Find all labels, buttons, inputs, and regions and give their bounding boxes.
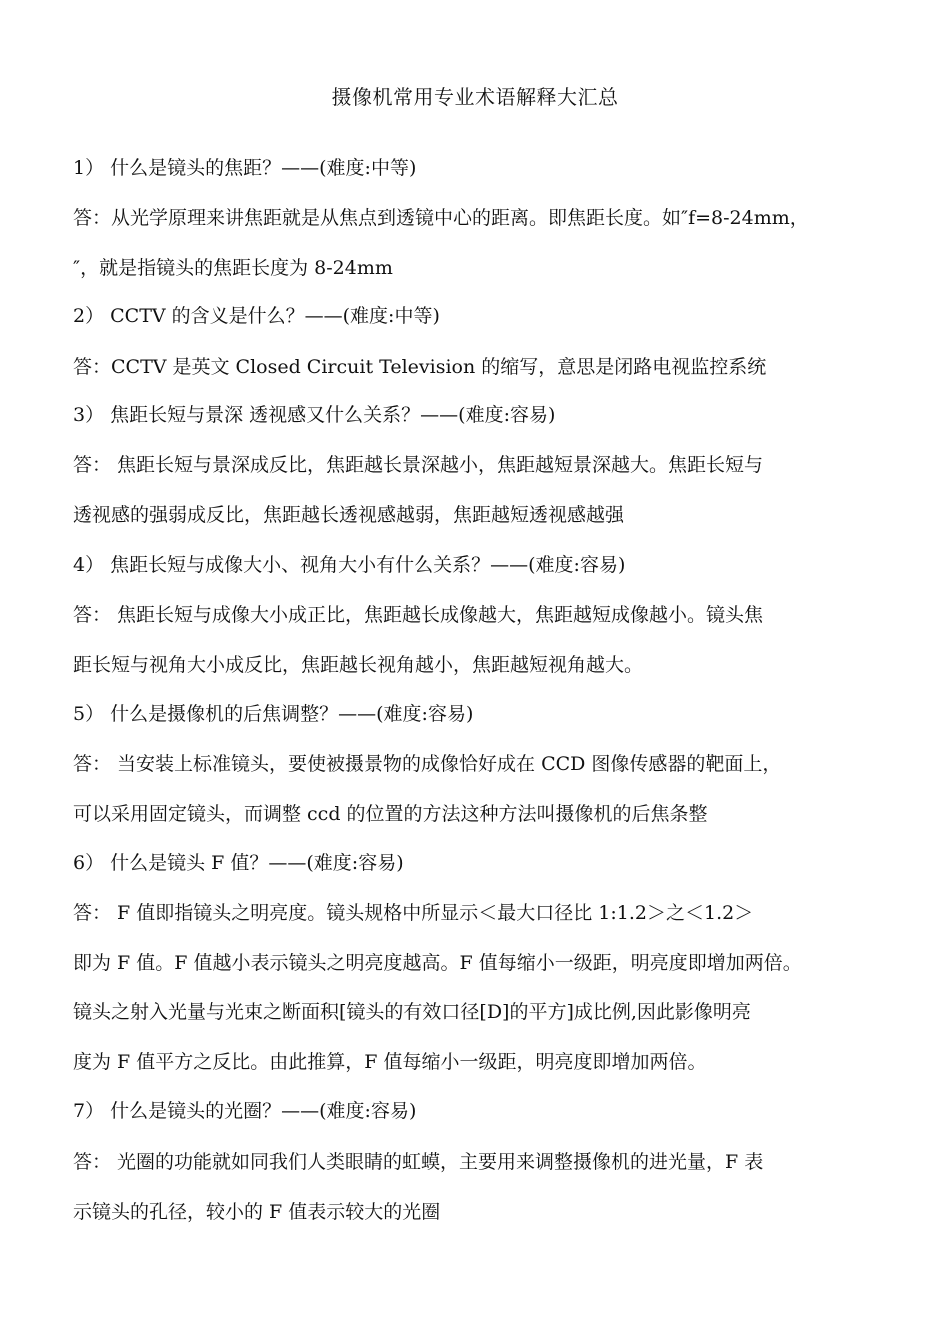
answer-line: 答： F 值即指镜头之明亮度。镜头规格中所显示＜最大口径比 1:1.2＞之＜1.2＞ [73, 902, 754, 924]
answer-line: 可以采用固定镜头，而调整 ccd 的位置的方法这种方法叫摄像机的后焦条整 [73, 803, 708, 825]
answer-line: 答： 当安装上标准镜头，要使被摄景物的成像恰好成在 CCD 图像传感器的靶面上， [73, 753, 782, 775]
answer-line: 度为 F 值平方之反比。由此推算，F 值每缩小一级距，明亮度即增加两倍。 [73, 1051, 707, 1073]
answer-line: 距长短与视角大小成反比，焦距越长视角越小，焦距越短视角越大。 [73, 654, 644, 676]
answer-line: 即为 F 值。F 值越小表示镜头之明亮度越高。F 值每缩小一级距，明亮度即增加两倍。 [73, 952, 802, 974]
answer-line: 答： 光圈的功能就如同我们人类眼睛的虹蟆，主要用来调整摄像机的进光量，F 表 [73, 1151, 764, 1173]
answer-line: 答：从光学原理来讲焦距就是从焦点到透镜中心的距离。即焦距长度。如″f=8-24mm， [73, 207, 809, 229]
answer-line: 答：CCTV 是英文 Closed Circuit Television 的缩写，意思是闭路电视监控系统 [73, 356, 767, 378]
question-line: 4） 焦距长短与成像大小、视角大小有什么关系？——(难度:容易) [73, 554, 626, 576]
question-line: 5） 什么是摄像机的后焦调整？——(难度:容易) [73, 703, 474, 725]
document-body [73, 150, 879, 1244]
question-line: 2） CCTV 的含义是什么？——(难度:中等) [73, 305, 440, 327]
question-line: 6） 什么是镜头 F 值？——(难度:容易) [73, 852, 404, 874]
document-title: 摄像机常用专业术语解释大汇总 [331, 85, 619, 109]
question-line: 3） 焦距长短与景深 透视感又什么关系？——(难度:容易) [73, 404, 556, 426]
answer-line: ″，就是指镜头的焦距长度为 8-24mm [73, 257, 393, 279]
answer-line: 答： 焦距长短与景深成反比，焦距越长景深越小，焦距越短景深越大。焦距长短与 [73, 454, 764, 476]
question-line: 7） 什么是镜头的光圈？——(难度:容易) [73, 1100, 417, 1122]
answer-line: 示镜头的孔径，较小的 F 值表示较大的光圈 [73, 1201, 441, 1223]
answer-line: 答： 焦距长短与成像大小成正比，焦距越长成像越大，焦距越短成像越小。镜头焦 [73, 604, 764, 626]
question-line: 1） 什么是镜头的焦距？——(难度:中等) [73, 157, 417, 179]
answer-line: 镜头之射入光量与光束之断面积[镜头的有效口径[D]的平方]成比例,因此影像明亮 [73, 1001, 751, 1023]
answer-line: 透视感的强弱成反比，焦距越长透视感越弱，焦距越短透视感越强 [73, 504, 625, 526]
